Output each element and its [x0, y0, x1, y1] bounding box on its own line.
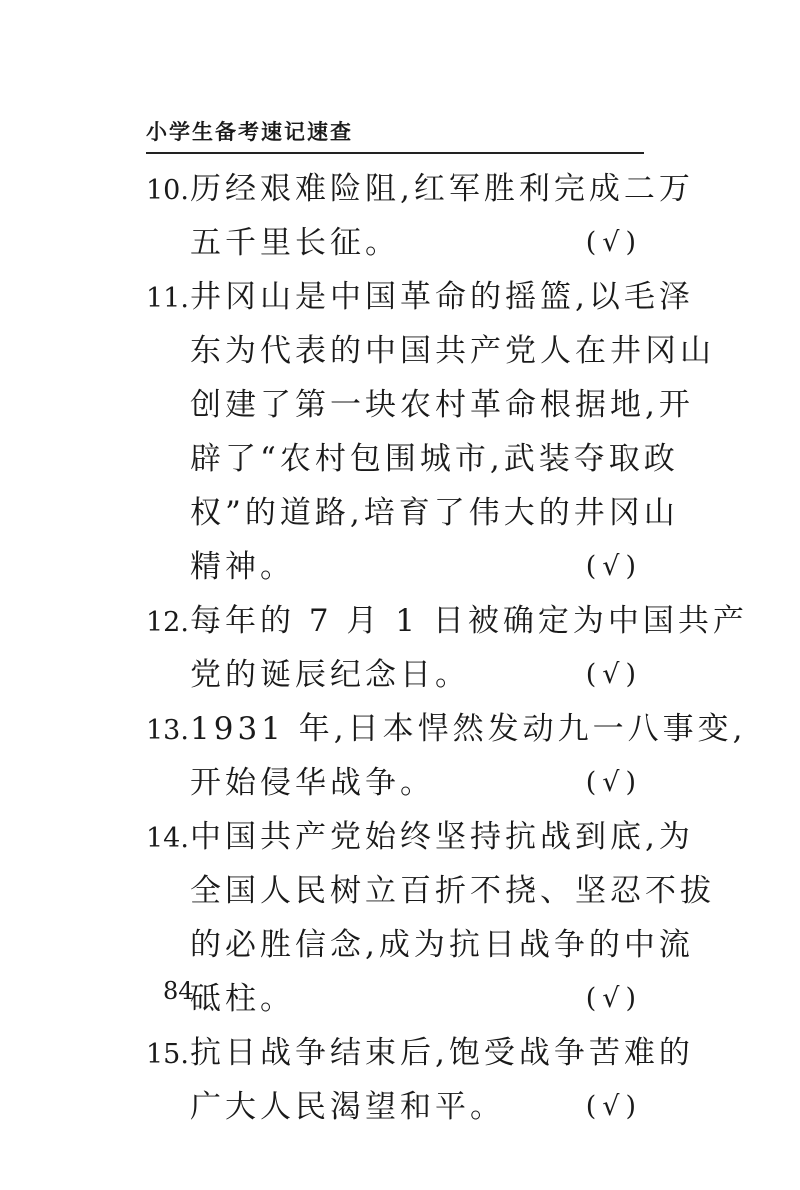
- item-text: 每年的 7 月 1 日被确定为中国共产: [190, 603, 748, 639]
- item-text: 党的诞辰纪念日。: [190, 657, 470, 693]
- book-title: 小学生备考速记速查: [146, 120, 353, 144]
- list-item: [146, 1026, 694, 1134]
- answer-checkmark: (√): [585, 983, 642, 1014]
- item-line: [146, 324, 715, 378]
- list-item: [146, 810, 715, 1026]
- item-number: 11.: [146, 283, 189, 314]
- item-line: [146, 378, 694, 432]
- answer-checkmark: (√): [585, 1091, 642, 1122]
- item-text: 创建了第一块农村革命根据地,开: [190, 387, 694, 423]
- answer-checkmark: (√): [585, 767, 642, 798]
- item-line: [146, 918, 694, 972]
- item-line: [146, 1080, 644, 1134]
- item-number: 10.: [146, 175, 189, 206]
- page-number: 84: [163, 977, 194, 1005]
- answer-checkmark: (√): [585, 551, 642, 582]
- item-text: 中国共产党始终坚持抗战到底,为: [190, 819, 694, 855]
- item-text: 全国人民树立百折不挠、坚忍不拔: [190, 873, 715, 909]
- item-line: [146, 270, 694, 324]
- item-text: 砥柱。: [190, 981, 295, 1017]
- answer-checkmark: (√): [585, 659, 642, 690]
- item-text: 广大人民渴望和平。: [190, 1089, 505, 1125]
- item-text: 权”的道路,培育了伟大的井冈山: [190, 495, 679, 531]
- item-number: 12.: [146, 607, 189, 638]
- header-divider: [146, 152, 644, 154]
- item-text: 井冈山是中国革命的摇篮,以毛泽: [190, 279, 694, 315]
- item-line: [146, 972, 644, 1026]
- question-list: [146, 162, 748, 1134]
- item-line: [146, 486, 679, 540]
- answer-checkmark: (√): [585, 227, 642, 258]
- item-line: [146, 702, 747, 756]
- running-header: [146, 118, 644, 154]
- item-text: 辟了“农村包围城市,武装夺取政: [190, 441, 679, 477]
- item-text: 开始侵华战争。: [190, 765, 435, 801]
- item-line: [146, 648, 644, 702]
- item-text: 东为代表的中国共产党人在井冈山: [190, 333, 715, 369]
- item-number: 15.: [146, 1039, 189, 1070]
- list-item: [146, 702, 747, 810]
- list-item: [146, 162, 694, 270]
- item-line: [146, 432, 679, 486]
- item-line: [146, 810, 694, 864]
- item-line: [146, 756, 644, 810]
- item-line: [146, 162, 694, 216]
- item-line: [146, 1026, 694, 1080]
- item-text: 精神。: [190, 549, 295, 585]
- item-text: 五千里长征。: [190, 225, 400, 261]
- list-item: [146, 270, 715, 594]
- item-text: 历经艰难险阻,红军胜利完成二万: [190, 171, 694, 207]
- item-number: 13.: [146, 715, 189, 746]
- item-text: 的必胜信念,成为抗日战争的中流: [190, 927, 694, 963]
- item-line: [146, 594, 748, 648]
- item-line: [146, 864, 715, 918]
- item-text: 1931 年,日本悍然发动九一八事变,: [190, 711, 747, 747]
- item-number: 14.: [146, 823, 189, 854]
- item-text: 抗日战争结束后,饱受战争苦难的: [190, 1035, 694, 1071]
- item-line: [146, 216, 644, 270]
- list-item: [146, 594, 748, 702]
- item-line: [146, 540, 644, 594]
